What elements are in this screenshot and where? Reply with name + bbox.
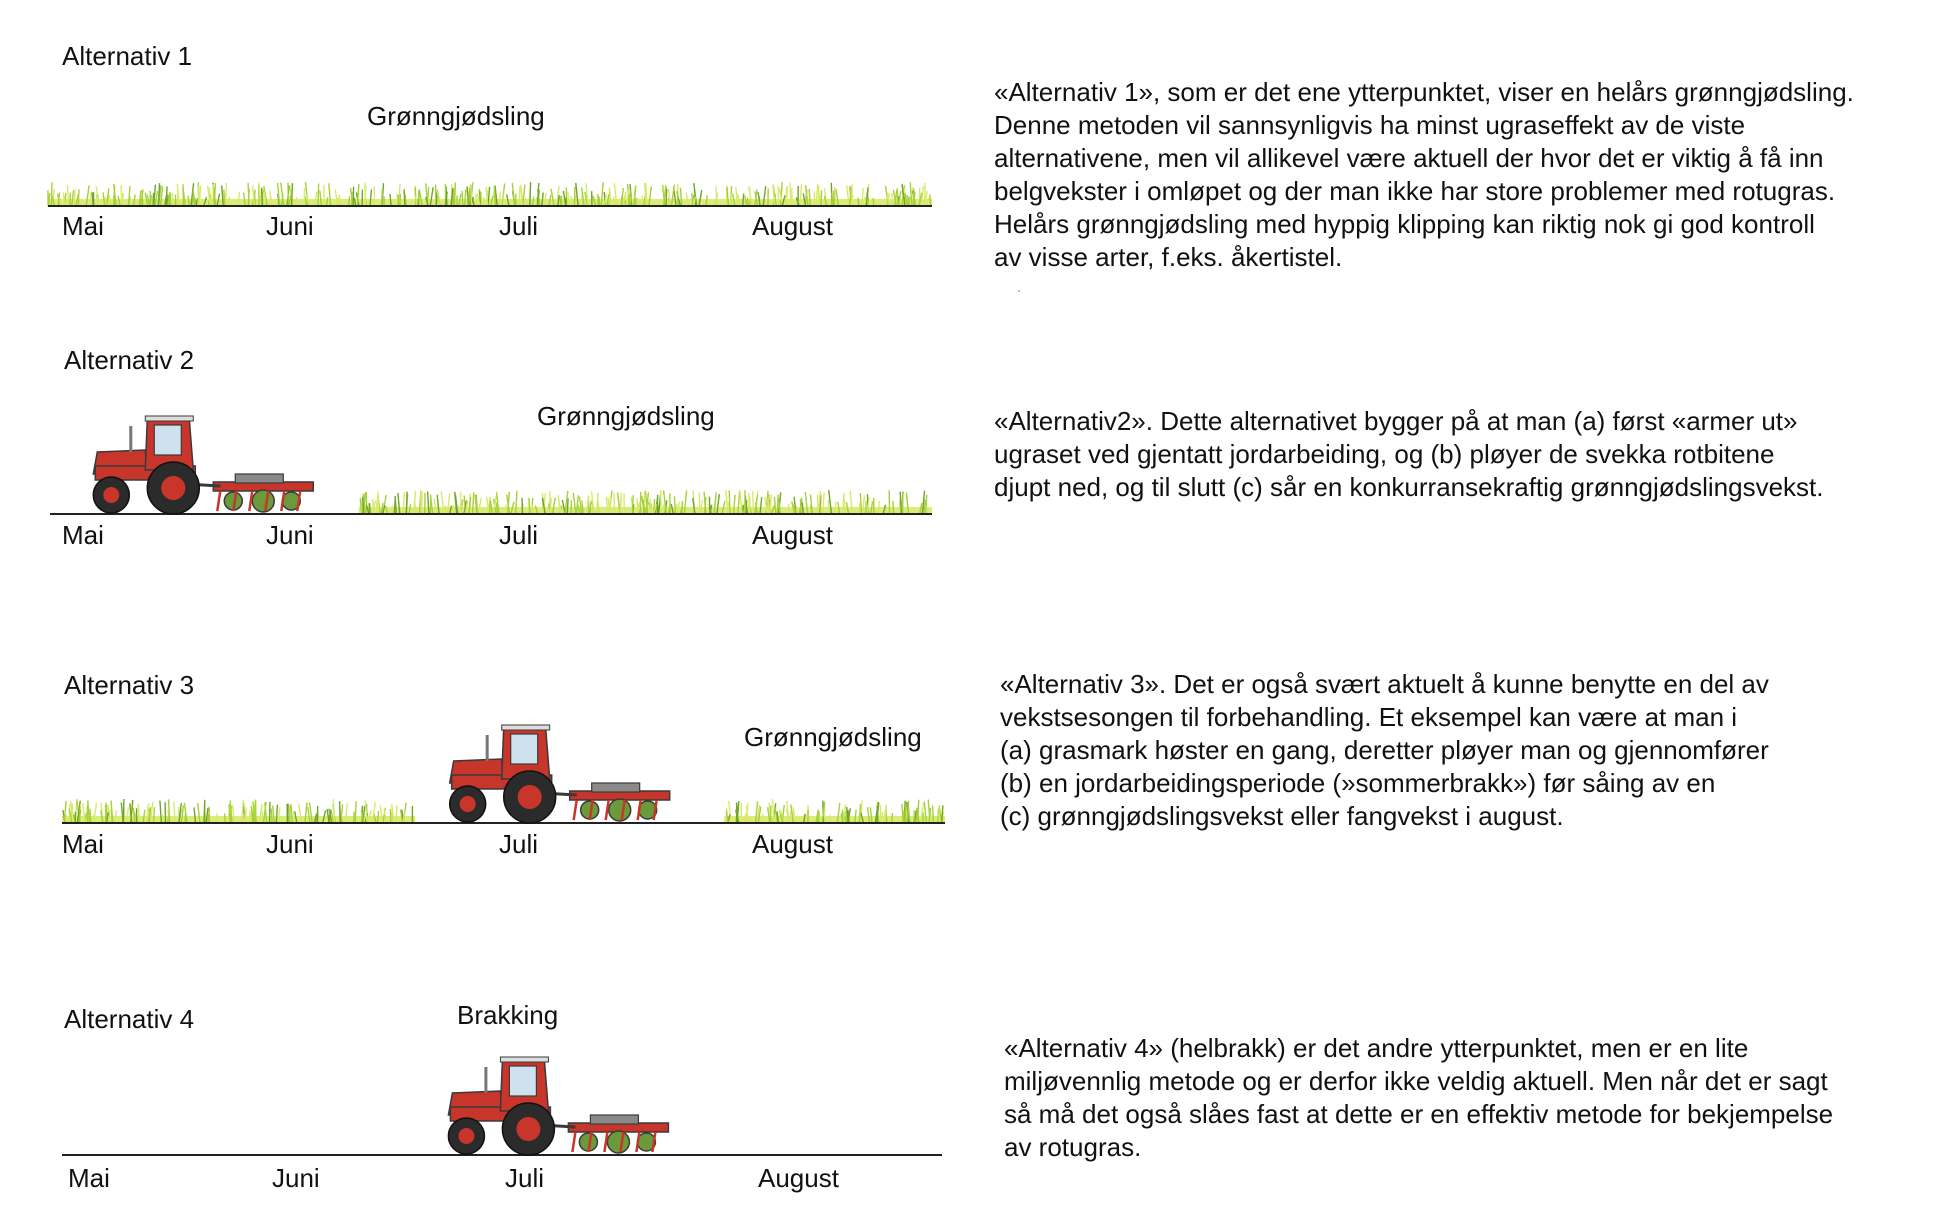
panel-1-month-juli: Juli: [499, 211, 539, 241]
harrow-roller: [590, 1115, 638, 1124]
panel-3-description-line: (c) grønngjødslingsvekst eller fangvekst i august.: [1000, 801, 1564, 831]
panel-1-month-juni: Juni: [266, 211, 314, 241]
panel-4-month-juni: Juni: [272, 1163, 320, 1193]
panel-1-title: Alternativ 1: [62, 41, 193, 71]
tractor-roof: [500, 1057, 548, 1062]
panel-4-description-line: miljøvennlig metode og er derfor ikke veldig aktuell. Men når det er sagt: [1004, 1066, 1828, 1096]
harrow-tine: [636, 1132, 639, 1152]
panel-4-description: [1004, 1032, 1833, 1164]
panel-3-month-juni: Juni: [266, 829, 314, 859]
panel-1-description-line: Denne metoden vil sannsynligvis ha minst ugraseffekt av de viste: [994, 110, 1746, 140]
panel-2-month-august: August: [752, 520, 833, 550]
panel-2-month-juni: Juni: [266, 520, 314, 550]
panel-3-description: [1000, 668, 1769, 833]
harrow-tine: [604, 1132, 607, 1152]
panel-4-month-august: August: [758, 1163, 839, 1193]
panel-1-description: [994, 76, 1854, 274]
panel-3-month-mai: Mai: [62, 829, 104, 859]
panel-4-description-line: av rotugras.: [1004, 1132, 1142, 1162]
panel-2-title: Alternativ 2: [64, 345, 195, 375]
tractor-window: [509, 1066, 536, 1096]
panel-2-description-line: ugraset ved gjentatt jordarbeiding, og (b) pløyer de svekka rotbitene: [994, 439, 1775, 469]
tractor-front-hub: [458, 1128, 474, 1144]
panel-2-label-gronngjodsling: Grønngjødsling: [537, 401, 715, 431]
tractor-rear-hub: [516, 1117, 540, 1141]
panel-1-month-august: August: [752, 211, 833, 241]
panel-4-description-line: «Alternativ 4» (helbrakk) er det andre ytterpunktet, men er en lite: [1004, 1033, 1749, 1063]
panel-4-title: Alternativ 4: [64, 1004, 195, 1034]
tractor-with-harrow-icon: [448, 1057, 668, 1155]
panel-4-month-mai: Mai: [68, 1163, 110, 1193]
panel-1-description-line: av visse arter, f.eks. åkertistel.: [994, 242, 1343, 272]
panel-3-description-line: (a) grasmark høster en gang, deretter pløyer man og gjennomfører: [1000, 735, 1769, 765]
panel-4-description-line: så må det også slåes fast at dette er en effektiv metode for bekjempelse: [1004, 1099, 1834, 1129]
harrow-tine: [572, 1132, 575, 1152]
panel-3-month-august: August: [752, 829, 833, 859]
panel-2-month-juli: Juli: [499, 520, 539, 550]
panel-3-description-line: vekstsesongen til forbehandling. Et eksempel kan være at man i: [1000, 702, 1738, 732]
panel-1-label-gronngjodsling: Grønngjødsling: [367, 101, 545, 131]
panel-2-description: [994, 405, 1824, 504]
panel-4-label-brakking: Brakking: [457, 1000, 559, 1030]
panel-3-description-line: «Alternativ 3». Det er også svært aktuelt å kunne benytte en del av: [1000, 669, 1769, 699]
tractor-exhaust: [484, 1067, 487, 1093]
panel-4-month-juli: Juli: [505, 1163, 545, 1193]
panel-1-description-line: Helårs grønngjødsling med hyppig klipping kan riktig nok gi god kontroll: [994, 209, 1815, 239]
panel-4-timeline: [0, 0, 960, 1180]
panel-3-month-juli: Juli: [499, 829, 539, 859]
panel-2-month-mai: Mai: [62, 520, 104, 550]
dust-speck: [1018, 290, 1020, 292]
panel-3-label-gronngjodsling: Grønngjødsling: [744, 722, 922, 752]
panel-3-description-line: (b) en jordarbeidingsperiode (»sommerbrakk») før såing av en: [1000, 768, 1716, 798]
panel-1-description-line: «Alternativ 1», som er det ene ytterpunktet, viser en helårs grønngjødsling.: [994, 77, 1854, 107]
panel-1-description-line: belgvekster i omløpet og der man ikke har store problemer med rotugras.: [994, 176, 1836, 206]
harrow-disc: [607, 1131, 629, 1153]
panel-2-description-line: djupt ned, og til slutt (c) sår en konkurransekraftig grønngjødslingsvekst.: [994, 472, 1824, 502]
panel-2-description-line: «Alternativ2». Dette alternativet bygger på at man (a) først «armer ut»: [994, 406, 1798, 436]
panel-1-description-line: alternativene, men vil allikevel være aktuell der hvor det er viktig å få inn: [994, 143, 1824, 173]
panel-3-title: Alternativ 3: [64, 670, 195, 700]
panel-1-month-mai: Mai: [62, 211, 104, 241]
